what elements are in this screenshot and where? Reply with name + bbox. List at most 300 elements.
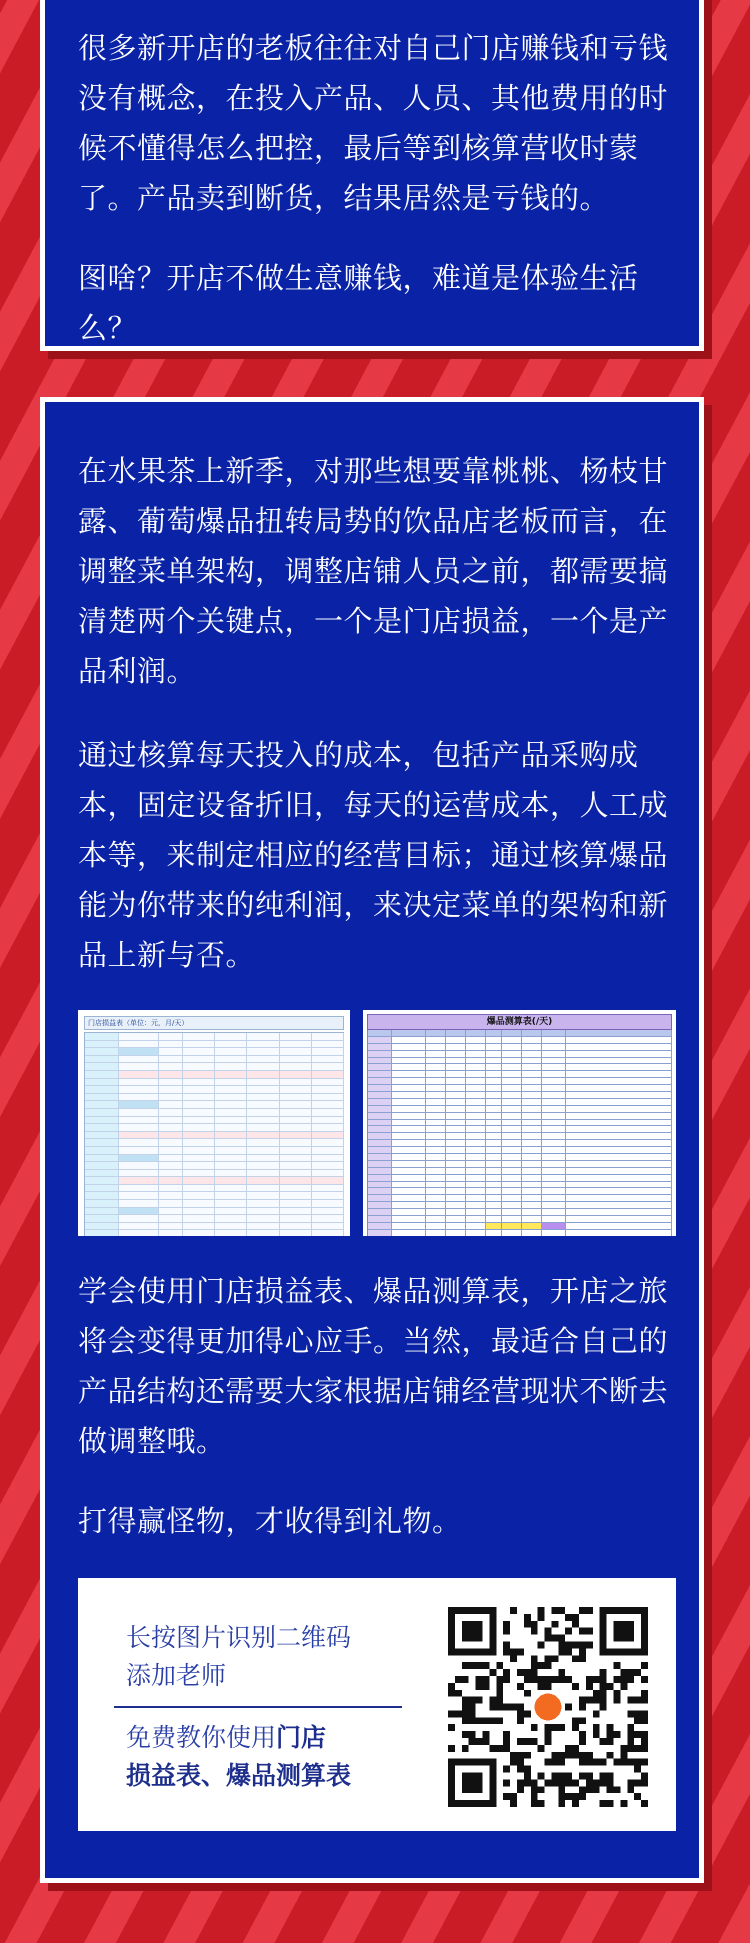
- qr-module: [551, 1779, 558, 1786]
- qr-module: [462, 1779, 469, 1786]
- qr-module: [482, 1607, 489, 1614]
- qr-module: [614, 1690, 621, 1697]
- qr-module: [517, 1704, 524, 1711]
- qr-module: [462, 1662, 469, 1669]
- sheet-cell: [566, 1092, 672, 1099]
- qr-module: [593, 1697, 600, 1704]
- qr-module: [462, 1800, 469, 1807]
- sheet-cell: [522, 1044, 542, 1051]
- sheet-cell: [522, 1223, 542, 1230]
- sheet-cell: [466, 1044, 486, 1051]
- qr-module: [641, 1800, 648, 1807]
- qr-module: [503, 1621, 510, 1628]
- sheet-cell: [566, 1085, 672, 1092]
- sheet-cell: [368, 1161, 392, 1168]
- sheet-cell: [119, 1124, 159, 1132]
- qr-module: [565, 1793, 572, 1800]
- sheet-cell: [247, 1147, 279, 1155]
- qr-module: [627, 1635, 634, 1642]
- qr-module: [641, 1779, 648, 1786]
- sheet-cell: [183, 1094, 215, 1102]
- sheet-cell: [446, 1092, 466, 1099]
- sheet-cell: [368, 1195, 392, 1202]
- sheet-cell: [542, 1182, 566, 1189]
- qr-module: [565, 1752, 572, 1759]
- sheet-cell: [502, 1037, 522, 1044]
- qr-module: [489, 1669, 496, 1676]
- sheet-cell: [247, 1208, 279, 1216]
- sheet-cell: [183, 1192, 215, 1200]
- qr-module: [586, 1628, 593, 1635]
- sheet-cell: [542, 1133, 566, 1140]
- sheet-cell: [502, 1188, 522, 1195]
- sheet-cell: [466, 1230, 486, 1236]
- qr-module: [634, 1766, 641, 1773]
- sheet-cell: [522, 1126, 542, 1133]
- sheet-cell: [215, 1185, 247, 1193]
- qr-module: [620, 1621, 627, 1628]
- sheet-cell: [85, 1117, 119, 1125]
- qr-module: [455, 1759, 462, 1766]
- sheet-cell: [466, 1223, 486, 1230]
- sheet-cell: [426, 1126, 446, 1133]
- sheet-cell: [466, 1064, 486, 1071]
- qr-module: [620, 1683, 627, 1690]
- qr-module: [579, 1697, 586, 1704]
- sheet-cell: [522, 1092, 542, 1099]
- qr-module: [469, 1800, 476, 1807]
- sheet-cell: [392, 1147, 426, 1154]
- sheet-cell: [85, 1033, 119, 1041]
- qr-module: [489, 1607, 496, 1614]
- sheet-cell: [426, 1161, 446, 1168]
- qr-module: [641, 1773, 648, 1780]
- qr-module: [641, 1628, 648, 1635]
- sheet-cell: [446, 1113, 466, 1120]
- qr-module: [462, 1628, 469, 1635]
- sheet-cell: [119, 1071, 159, 1079]
- qr-module: [517, 1759, 524, 1766]
- sheet-cell: [215, 1124, 247, 1132]
- qr-module: [482, 1759, 489, 1766]
- qr-module: [476, 1738, 483, 1745]
- sheet-cell: [446, 1120, 466, 1127]
- sheet-cell: [502, 1085, 522, 1092]
- main-card: [40, 397, 704, 1883]
- qr-module: [593, 1710, 600, 1717]
- qr-module: [538, 1662, 545, 1669]
- sheet-cell: [215, 1094, 247, 1102]
- sheet-cell: [542, 1126, 566, 1133]
- qr-module: [600, 1628, 607, 1635]
- sheet-cell: [502, 1202, 522, 1209]
- qr-module: [476, 1662, 483, 1669]
- qr-module: [600, 1759, 607, 1766]
- qr-module: [627, 1648, 634, 1655]
- qr-module: [531, 1662, 538, 1669]
- sheet-cell: [502, 1071, 522, 1078]
- sheet-cell: [392, 1085, 426, 1092]
- sheet-cell: [280, 1048, 312, 1056]
- store-profit-loss-sheet-image: [78, 1010, 350, 1236]
- sheet-cell: [446, 1147, 466, 1154]
- qr-module: [482, 1676, 489, 1683]
- qr-module: [448, 1690, 455, 1697]
- qr-module: [448, 1621, 455, 1628]
- sheet-cell: [502, 1195, 522, 1202]
- qr-module: [531, 1724, 538, 1731]
- sheet-cell: [466, 1147, 486, 1154]
- sheet-cell: [183, 1124, 215, 1132]
- sheet-cell: [312, 1208, 344, 1216]
- sheet-cell: [502, 1154, 522, 1161]
- sheet-cell: [426, 1182, 446, 1189]
- qr-module: [620, 1759, 627, 1766]
- sheet-cell: [566, 1133, 672, 1140]
- sheet-cell: [486, 1168, 502, 1175]
- qr-module: [565, 1773, 572, 1780]
- sheet-cell: [522, 1113, 542, 1120]
- qr-module: [524, 1676, 531, 1683]
- sheet-cell: [446, 1154, 466, 1161]
- sheet-cell: [85, 1079, 119, 1087]
- sheet-cell: [85, 1155, 119, 1163]
- sheet-cell: [566, 1030, 672, 1037]
- qr-module: [503, 1676, 510, 1683]
- sheet-cell: [486, 1064, 502, 1071]
- sheet-cell: [247, 1124, 279, 1132]
- qr-module: [607, 1724, 614, 1731]
- qr-module: [641, 1641, 648, 1648]
- sheet-cell: [280, 1063, 312, 1071]
- qr-module: [469, 1773, 476, 1780]
- sheet-cell: [85, 1192, 119, 1200]
- qr-module: [572, 1717, 579, 1724]
- sheet-cell: [183, 1056, 215, 1064]
- qr-module: [462, 1786, 469, 1793]
- sheet-cell: [486, 1195, 502, 1202]
- sheet-cell: [312, 1230, 344, 1236]
- sheet-cell: [159, 1170, 183, 1178]
- main-paragraph-2: 通过核算每天投入的成本，包括产品采购成本，固定设备折旧，每天的运营成本，人工成本等，来制定相应的经营目标；通过核算爆品能为你带来的纯利润，来决定菜单的架构和新品上新与否。: [78, 738, 669, 972]
- sheet-cell: [522, 1140, 542, 1147]
- qr-module: [482, 1800, 489, 1807]
- sheet-cell: [312, 1056, 344, 1064]
- sheet-cell: [215, 1079, 247, 1087]
- qr-divider: [114, 1706, 402, 1708]
- qr-module: [593, 1724, 600, 1731]
- qr-module: [593, 1786, 600, 1793]
- sheet-cell: [159, 1147, 183, 1155]
- qr-module: [476, 1648, 483, 1655]
- qr-module: [496, 1717, 503, 1724]
- sheet-cell: [486, 1051, 502, 1058]
- qr-module: [517, 1779, 524, 1786]
- sheet-cell: [119, 1215, 159, 1223]
- sheet-cell: [392, 1078, 426, 1085]
- sheet-cell: [183, 1086, 215, 1094]
- sheet-cell: [183, 1071, 215, 1079]
- qr-module: [558, 1648, 565, 1655]
- sheet-cell: [392, 1064, 426, 1071]
- sheet-cell: [542, 1085, 566, 1092]
- sheet-cell: [392, 1230, 426, 1236]
- qr-module: [641, 1635, 648, 1642]
- sheet-cell: [368, 1133, 392, 1140]
- qr-module: [524, 1621, 531, 1628]
- sheet-cell: [392, 1223, 426, 1230]
- qr-module: [462, 1607, 469, 1614]
- qr-module: [551, 1607, 558, 1614]
- sheet-cell: [247, 1056, 279, 1064]
- qr-module: [510, 1704, 517, 1711]
- qr-module: [469, 1759, 476, 1766]
- sheet-cell: [426, 1168, 446, 1175]
- sheet-cell: [159, 1056, 183, 1064]
- qr-module: [579, 1759, 586, 1766]
- sheet-cell: [466, 1106, 486, 1113]
- qr-instruction-line-1: 长按图片识别二维码: [126, 1623, 352, 1652]
- sheet-cell: [119, 1056, 159, 1064]
- sheet-cell: [280, 1079, 312, 1087]
- sheet-cell: [119, 1170, 159, 1178]
- qr-module: [462, 1676, 469, 1683]
- sheet-cell: [215, 1155, 247, 1163]
- qr-module: [448, 1628, 455, 1635]
- qr-module: [503, 1738, 510, 1745]
- sheet-cell: [183, 1033, 215, 1041]
- sheet-cell: [426, 1188, 446, 1195]
- qr-module: [572, 1745, 579, 1752]
- qr-center-logo-icon: [533, 1692, 563, 1722]
- sheet-cell: [247, 1162, 279, 1170]
- qr-module: [565, 1745, 572, 1752]
- sheet-cell: [522, 1147, 542, 1154]
- sheet-cell: [446, 1230, 466, 1236]
- qr-module: [538, 1745, 545, 1752]
- qr-module: [476, 1683, 483, 1690]
- sheet-cell: [486, 1175, 502, 1182]
- sheet-cell: [119, 1117, 159, 1125]
- qr-module: [503, 1641, 510, 1648]
- sheet-cell: [119, 1109, 159, 1117]
- qr-module: [538, 1786, 545, 1793]
- qr-module: [627, 1628, 634, 1635]
- sheet-cell: [247, 1139, 279, 1147]
- qr-module: [469, 1779, 476, 1786]
- sheet-cell: [566, 1202, 672, 1209]
- sheet-cell: [566, 1044, 672, 1051]
- qr-module: [531, 1655, 538, 1662]
- sheet-cell: [183, 1048, 215, 1056]
- sheet-cell: [426, 1064, 446, 1071]
- sheet-cell: [566, 1064, 672, 1071]
- qr-module: [489, 1704, 496, 1711]
- sheet-cell: [426, 1133, 446, 1140]
- sheet-cell: [280, 1192, 312, 1200]
- qr-module: [600, 1635, 607, 1642]
- qr-module: [503, 1766, 510, 1773]
- sheet-cell: [542, 1071, 566, 1078]
- qr-module: [614, 1635, 621, 1642]
- qr-module: [531, 1669, 538, 1676]
- qr-module: [558, 1676, 565, 1683]
- qr-module: [531, 1800, 538, 1807]
- sheet-cell: [446, 1209, 466, 1216]
- sheet-cell: [183, 1079, 215, 1087]
- sheet-cell: [159, 1063, 183, 1071]
- qr-module: [476, 1773, 483, 1780]
- sheet-cell: [446, 1106, 466, 1113]
- sheet-cell: [247, 1132, 279, 1140]
- qr-module: [572, 1779, 579, 1786]
- qr-module: [620, 1752, 627, 1759]
- qr-module: [579, 1773, 586, 1780]
- sheet-cell: [159, 1162, 183, 1170]
- sheet-cell: [85, 1177, 119, 1185]
- qr-module: [641, 1690, 648, 1697]
- sheet-cell: [312, 1117, 344, 1125]
- sheet-cell: [368, 1078, 392, 1085]
- sheet-cell: [85, 1048, 119, 1056]
- qr-module: [476, 1621, 483, 1628]
- qr-module: [469, 1704, 476, 1711]
- qr-module: [462, 1759, 469, 1766]
- sheet-cell: [247, 1101, 279, 1109]
- intro-paragraph-1: 很多新开店的老板往往对自己门店赚钱和亏钱没有概念，在投入产品、人员、其他费用的时候不懂得怎么把控，最后等到核算营收时蒙了。产品卖到断货，结果居然是亏钱的。: [78, 31, 669, 215]
- sheet-cell: [247, 1033, 279, 1041]
- sheet-cell: [280, 1101, 312, 1109]
- sheet-cell: [215, 1147, 247, 1155]
- sheet-cell: [542, 1140, 566, 1147]
- qr-module: [634, 1648, 641, 1655]
- qr-module: [607, 1731, 614, 1738]
- sheet-cell: [119, 1208, 159, 1216]
- sheet-cell: [522, 1078, 542, 1085]
- qr-module: [455, 1648, 462, 1655]
- sheet-cell: [312, 1048, 344, 1056]
- sheet-cell: [466, 1154, 486, 1161]
- sheet-cell: [566, 1113, 672, 1120]
- sheet-cell: [466, 1209, 486, 1216]
- qr-module: [462, 1648, 469, 1655]
- sheet-cell: [392, 1058, 426, 1065]
- sheet-cell: [119, 1192, 159, 1200]
- sheet-cell: [247, 1200, 279, 1208]
- qr-module: [489, 1614, 496, 1621]
- sheet-cell: [312, 1079, 344, 1087]
- qr-module: [496, 1662, 503, 1669]
- qr-module: [600, 1648, 607, 1655]
- sheet-cell: [368, 1175, 392, 1182]
- qr-module: [634, 1779, 641, 1786]
- sheet-cell: [85, 1215, 119, 1223]
- qr-module: [572, 1800, 579, 1807]
- qr-module: [489, 1697, 496, 1704]
- qr-module: [469, 1635, 476, 1642]
- sheet-cell: [119, 1147, 159, 1155]
- qr-module: [572, 1724, 579, 1731]
- sheet-cell: [466, 1161, 486, 1168]
- sheet-cell: [566, 1188, 672, 1195]
- sheet-cell: [486, 1230, 502, 1236]
- sheet-cell: [215, 1086, 247, 1094]
- sheet-cell: [368, 1182, 392, 1189]
- sheet-cell: [466, 1058, 486, 1065]
- sheet-cell: [85, 1147, 119, 1155]
- qr-module: [448, 1773, 455, 1780]
- sheet-cell: [522, 1133, 542, 1140]
- qr-module: [641, 1648, 648, 1655]
- qr-module: [545, 1759, 552, 1766]
- qr-module: [614, 1607, 621, 1614]
- qr-module: [607, 1607, 614, 1614]
- main-paragraph-3: 学会使用门店损益表、爆品测算表，开店之旅将会变得更加得心应手。当然，最适合自己的产品结构还需要大家根据店铺经营现状不断去做调整哦。: [78, 1274, 669, 1458]
- qr-module: [565, 1628, 572, 1635]
- qr-module: [627, 1745, 634, 1752]
- sheet-cell: [159, 1094, 183, 1102]
- qr-module: [545, 1724, 552, 1731]
- sheet-cell: [426, 1147, 446, 1154]
- qr-module: [489, 1745, 496, 1752]
- qr-module: [538, 1607, 545, 1614]
- qr-module: [600, 1697, 607, 1704]
- qr-module: [448, 1614, 455, 1621]
- qr-module: [489, 1779, 496, 1786]
- sheet-cell: [312, 1223, 344, 1231]
- sheet-cell: [85, 1086, 119, 1094]
- sheet-cell: [446, 1085, 466, 1092]
- sheet-cell: [522, 1230, 542, 1236]
- qr-module: [634, 1607, 641, 1614]
- sheet-cell: [466, 1216, 486, 1223]
- sheet-cell: [426, 1099, 446, 1106]
- qr-module: [627, 1738, 634, 1745]
- qr-module: [545, 1662, 552, 1669]
- sheet-cell: [247, 1109, 279, 1117]
- qr-module: [448, 1766, 455, 1773]
- sheet-cell: [159, 1132, 183, 1140]
- sheet-cell: [368, 1140, 392, 1147]
- sheet-cell: [215, 1208, 247, 1216]
- qr-module: [641, 1745, 648, 1752]
- sheet-cell: [215, 1177, 247, 1185]
- qr-module: [482, 1738, 489, 1745]
- sheet-cell: [426, 1195, 446, 1202]
- sheet-cell: [159, 1117, 183, 1125]
- qr-module: [565, 1779, 572, 1786]
- sheet-cell: [280, 1056, 312, 1064]
- qr-module: [448, 1793, 455, 1800]
- qr-module: [524, 1773, 531, 1780]
- sheet-cell: [85, 1230, 119, 1236]
- sheet-cell: [542, 1188, 566, 1195]
- sheet-cell: [280, 1162, 312, 1170]
- qr-module: [469, 1697, 476, 1704]
- sheet-cell: [368, 1099, 392, 1106]
- qr-code-icon[interactable]: [448, 1607, 648, 1807]
- sheet-cell: [392, 1161, 426, 1168]
- sheet-cell: [392, 1030, 426, 1037]
- qr-module: [614, 1621, 621, 1628]
- qr-module: [469, 1662, 476, 1669]
- qr-module: [558, 1779, 565, 1786]
- qr-module: [482, 1717, 489, 1724]
- qr-module: [627, 1779, 634, 1786]
- sheet-cell: [566, 1230, 672, 1236]
- qr-instruction-line-2: 添加老师: [126, 1661, 227, 1690]
- main-paragraph-4: 打得赢怪物，才收得到礼物。: [78, 1504, 462, 1538]
